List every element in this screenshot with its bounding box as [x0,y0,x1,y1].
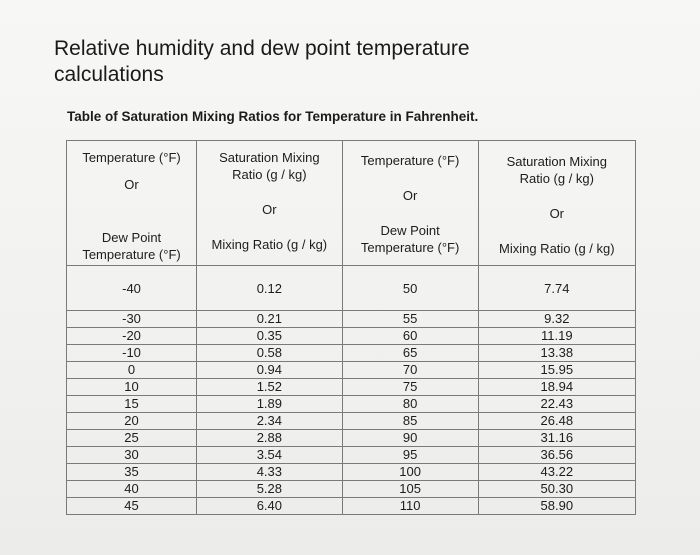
cell-ratio-2: 9.32 [478,311,635,328]
cell-ratio-2: 11.19 [478,328,635,345]
table-row [67,498,636,515]
table-row [67,464,636,481]
header-temperature-1: Temperature (°F) Or Dew Point Temperature (°F) [67,141,197,266]
cell-ratio-2: 15.95 [478,362,635,379]
cell-temp-1: 20 [67,413,197,430]
cell-temp-1: 30 [67,447,197,464]
table-row [67,430,636,447]
cell-ratio-2: 43.22 [478,464,635,481]
table-row [67,396,636,413]
title-line-2: calculations [54,63,164,86]
cell-ratio-1: 1.89 [197,396,343,413]
cell-temp-1: 10 [67,379,197,396]
cell-ratio-1: 2.34 [197,413,343,430]
cell-temp-2: 80 [342,396,478,413]
cell-ratio-1: 0.35 [197,328,343,345]
table-row [67,311,636,328]
cell-temp-1: 35 [67,464,197,481]
cell-temp-1: 15 [67,396,197,413]
cell-ratio-2: 50.30 [478,481,635,498]
cell-temp-1: 0 [67,362,197,379]
cell-temp-1: -40 [67,266,197,311]
cell-ratio-1: 0.58 [197,345,343,362]
cell-temp-2: 85 [342,413,478,430]
cell-ratio-1: 0.12 [197,266,343,311]
cell-ratio-2: 26.48 [478,413,635,430]
cell-ratio-1: 0.21 [197,311,343,328]
cell-temp-1: -20 [67,328,197,345]
cell-ratio-2: 13.38 [478,345,635,362]
table-row-first [67,266,636,311]
table-row [67,413,636,430]
table-row [67,447,636,464]
cell-temp-1: 25 [67,430,197,447]
cell-ratio-1: 5.28 [197,481,343,498]
cell-ratio-1: 3.54 [197,447,343,464]
cell-temp-2: 105 [342,481,478,498]
header-temperature-2: Temperature (°F) Or Dew Point Temperature (°F) [342,141,478,266]
cell-temp-1: -30 [67,311,197,328]
cell-temp-2: 90 [342,430,478,447]
table-row [67,481,636,498]
cell-temp-2: 60 [342,328,478,345]
cell-temp-1: 45 [67,498,197,515]
cell-ratio-1: 6.40 [197,498,343,515]
cell-ratio-2: 22.43 [478,396,635,413]
page-title [54,36,614,88]
cell-ratio-2: 7.74 [478,266,635,311]
header-mixing-ratio-1: Saturation Mixing Ratio (g / kg) Or Mixing Ratio (g / kg) [197,141,343,266]
header-row [67,141,636,266]
table-row [67,362,636,379]
cell-temp-2: 55 [342,311,478,328]
cell-temp-1: -10 [67,345,197,362]
cell-temp-2: 100 [342,464,478,481]
table-row [67,328,636,345]
title-line-1: Relative humidity and dew point temperature [54,37,470,60]
cell-ratio-1: 1.52 [197,379,343,396]
cell-ratio-1: 0.94 [197,362,343,379]
cell-temp-2: 110 [342,498,478,515]
table-row [67,345,636,362]
cell-ratio-2: 31.16 [478,430,635,447]
cell-temp-2: 75 [342,379,478,396]
table-caption: Table of Saturation Mixing Ratios for Temperature in Fahrenheit. [67,109,479,124]
cell-ratio-1: 2.88 [197,430,343,447]
header-mixing-ratio-2: Saturation Mixing Ratio (g / kg) Or Mixing Ratio (g / kg) [478,141,635,266]
cell-ratio-1: 4.33 [197,464,343,481]
cell-ratio-2: 58.90 [478,498,635,515]
cell-temp-2: 65 [342,345,478,362]
table-row [67,379,636,396]
cell-temp-1: 40 [67,481,197,498]
cell-temp-2: 70 [342,362,478,379]
cell-ratio-2: 18.94 [478,379,635,396]
cell-temp-2: 95 [342,447,478,464]
saturation-table [66,140,636,515]
cell-temp-2: 50 [342,266,478,311]
cell-ratio-2: 36.56 [478,447,635,464]
